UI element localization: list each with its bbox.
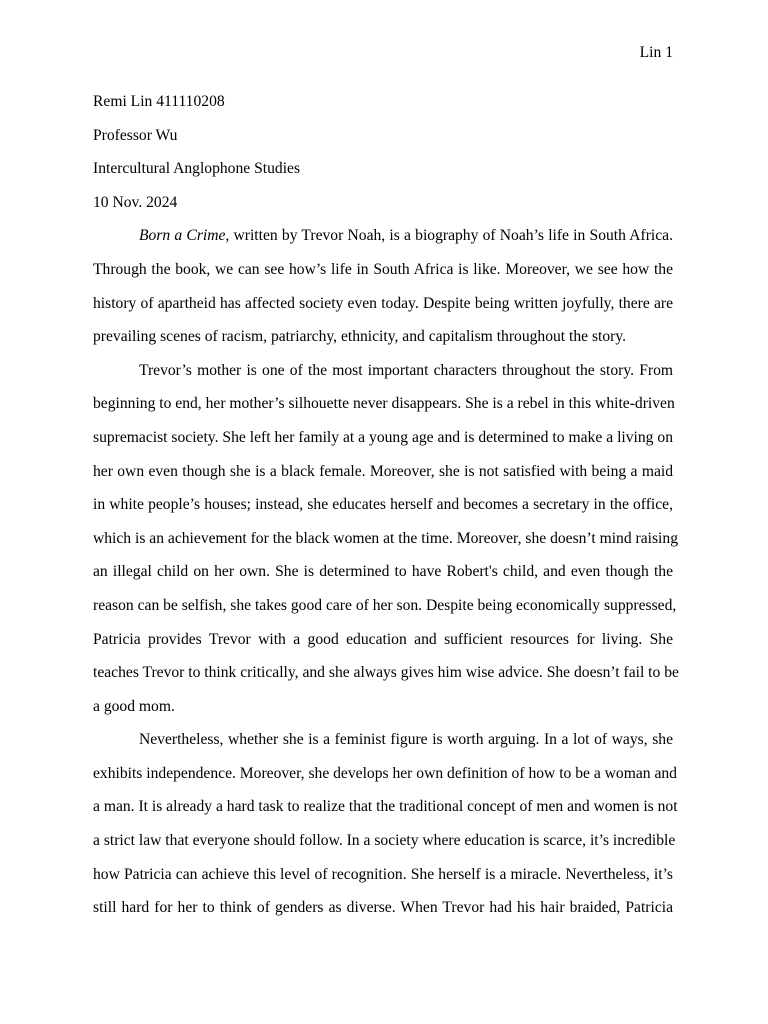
- paragraph-line: Trevor’s mother is one of the most important characters throughout the story. From: [139, 361, 673, 379]
- paragraph-line: reason can be selfish, she takes good care of her son. Despite being economically suppressed,: [93, 596, 677, 614]
- paragraph-1: [93, 219, 673, 353]
- professor-name: Professor Wu: [93, 126, 178, 144]
- paragraph-line: an illegal child on her own. She is determined to have Robert's child, and even though the: [93, 563, 673, 581]
- running-header-page-number: Lin 1: [639, 44, 673, 61]
- paragraph-line: her own even though she is a black female. Moreover, she is not satisfied with being a maid: [93, 462, 673, 480]
- paragraph-line: [93, 219, 673, 253]
- essay-body: [93, 85, 679, 925]
- paragraph-line: Nevertheless, whether she is a feminist figure is worth arguing. In a lot of ways, she: [139, 731, 673, 749]
- book-title: Born a Crime,: [139, 227, 230, 245]
- paragraph-line: in white people’s houses; instead, she educates herself and becomes a secretary in the office,: [93, 496, 673, 514]
- paragraph-line: a good mom.: [93, 697, 175, 715]
- paragraph-line: exhibits independence. Moreover, she develops her own definition of how to be a woman and: [93, 764, 677, 782]
- paragraph-line: history of apartheid has affected society even today. Despite being written joyfully, there are: [93, 294, 673, 312]
- student-name-id: Remi Lin 411110208: [93, 93, 225, 110]
- paragraph-3: [93, 723, 678, 925]
- course-name: Intercultural Anglophone Studies: [93, 160, 301, 178]
- paragraph-line: supremacist society. She left her family at a young age and is determined to make a living on: [93, 428, 673, 446]
- paragraph-line: still hard for her to think of genders as diverse. When Trevor had his hair braided, Patricia: [93, 899, 673, 917]
- paragraph-line: a strict law that everyone should follow. In a society where education is scarce, it’s incredible: [93, 832, 676, 850]
- paragraph-line: beginning to end, her mother’s silhouette never disappears. She is a rebel in this white-driven: [93, 395, 675, 413]
- paragraph-line: teaches Trevor to think critically, and she always gives him wise advice. She doesn’t fail to be: [93, 664, 679, 682]
- paragraph-line: Through the book, we can see how’s life in South Africa is like. Moreover, we see how the: [93, 260, 673, 278]
- paragraph-line: Patricia provides Trevor with a good education and sufficient resources for living. She: [93, 630, 673, 648]
- paragraph-line: prevailing scenes of racism, patriarchy, ethnicity, and capitalism throughout the story.: [93, 328, 627, 346]
- paragraph-line: how Patricia can achieve this level of recognition. She herself is a miracle. Nevertheless, it’s: [93, 865, 673, 883]
- paragraph-2: [93, 354, 679, 724]
- paragraph-line: which is an achievement for the black women at the time. Moreover, she doesn’t mind raising: [93, 529, 678, 547]
- paragraph-line: a man. It is already a hard task to realize that the traditional concept of men and women is not: [93, 798, 678, 816]
- paragraph-line-text: written by Trevor Noah, is a biography of Noah’s life in South Africa.: [229, 227, 673, 245]
- submission-date: 10 Nov. 2024: [93, 193, 178, 211]
